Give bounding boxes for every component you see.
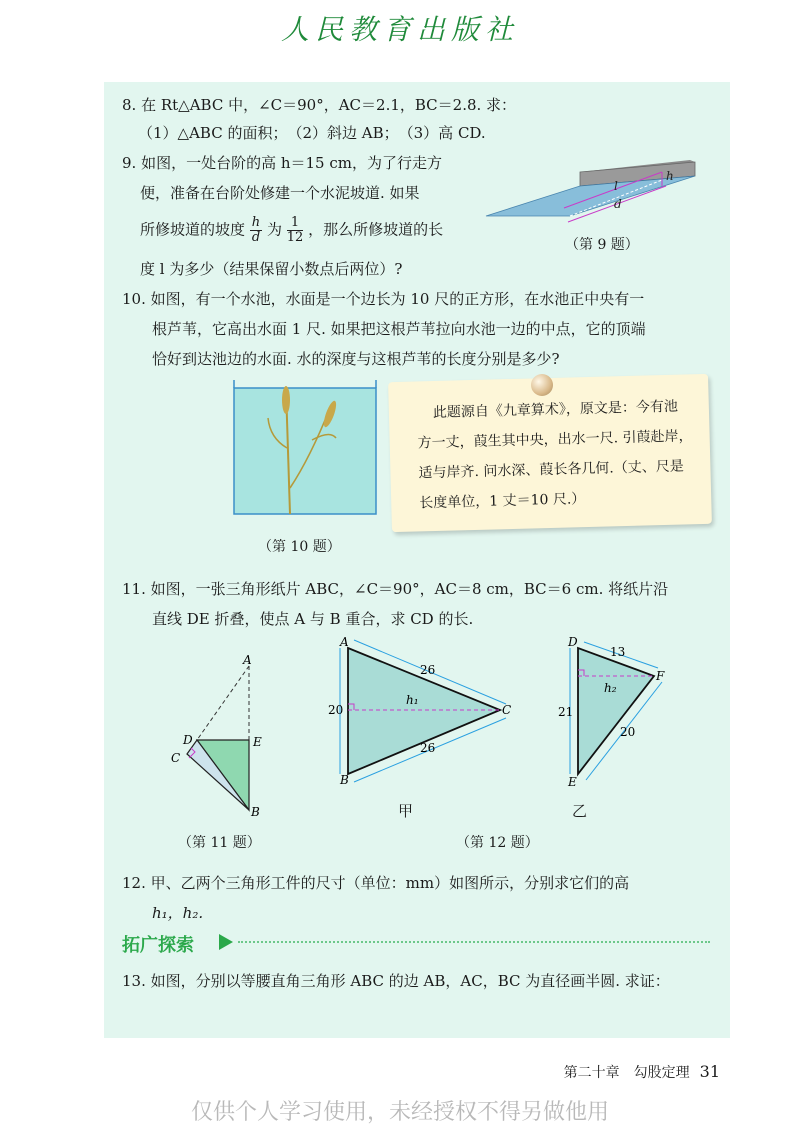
triangle-def	[578, 648, 654, 774]
q9-label-d: d	[614, 197, 622, 211]
yi-side-ef: 20	[620, 725, 636, 739]
q9-figure	[480, 150, 700, 230]
q11-label-C: C	[171, 751, 181, 765]
yi-side-de: 21	[558, 705, 574, 719]
yi-label-E: E	[568, 775, 577, 789]
yi-label-h2: h₂	[604, 681, 617, 695]
frac-num: 1	[287, 216, 304, 231]
jia-label-C: C	[502, 703, 512, 717]
q9-line3-c: ，那么所修坡道的长	[308, 220, 444, 239]
yi-label-D: D	[568, 635, 578, 649]
jia-side-ac: 26	[420, 663, 436, 677]
note-line-3: 适与岸齐. 问水深、葭长各几何.（丈、尺是	[418, 458, 684, 482]
jia-label-B: B	[340, 773, 349, 787]
q11-caption: （第 11 题）	[178, 835, 261, 851]
q9-label-l: l	[614, 179, 618, 193]
frac-num: h	[251, 215, 261, 230]
yi-label-F: F	[656, 669, 665, 683]
jia-label-h1: h₁	[406, 693, 419, 707]
q11-figure	[165, 650, 275, 820]
q9-line1: 9. 如图，一处台阶的高 h＝15 cm，为了行走方	[122, 154, 442, 172]
publisher-logo: 人民教育出版社	[280, 13, 519, 46]
q10-line3: 恰好到达池边的水面. 水的深度与这根芦苇的长度分别是多少?	[152, 350, 560, 368]
section-title: 拓广探索	[122, 935, 194, 956]
q11-label-D: D	[183, 733, 193, 747]
q11-line1: 11. 如图，一张三角形纸片 ABC，∠C＝90°，AC＝8 cm，BC＝6 cm. 将纸片沿	[122, 580, 669, 598]
page-number: 31	[699, 1062, 720, 1081]
note-line-1: 此题源自《九章算术》，原文是：今有池	[432, 398, 679, 422]
q9-caption: （第 9 题）	[565, 237, 639, 253]
q9-line2: 便，准备在台阶处修建一个水泥坡道. 如果	[140, 184, 420, 202]
q11-label-B: B	[251, 805, 260, 819]
q10-caption: （第 10 题）	[258, 539, 341, 555]
q12-line2: h₁，h₂.	[152, 904, 204, 922]
q9-fraction-slope	[287, 216, 304, 245]
note-line-4: 长度单位，1 丈＝10 尺.）	[419, 491, 586, 512]
pin-icon	[531, 374, 553, 396]
pond-water	[234, 388, 376, 514]
q9-fraction-h-d	[250, 216, 262, 245]
q10-pond-figure	[230, 378, 380, 518]
page-footer	[564, 1062, 720, 1082]
q12-figure-yi	[558, 635, 680, 789]
frac-den: 12	[286, 230, 304, 245]
q9-label-h: h	[666, 169, 674, 183]
jia-side-ab: 20	[328, 703, 344, 717]
chapter-title: 第二十章 勾股定理	[563, 1065, 690, 1081]
q12-figure-jia	[328, 635, 520, 788]
q8-line2: （1）△ABC 的面积； （2）斜边 AB； （3）高 CD.	[138, 124, 486, 142]
reed-head	[282, 386, 290, 414]
q9-line4: 度 l 为多少（结果保留小数点后两位）?	[140, 260, 403, 278]
q12-caption: （第 12 题）	[456, 835, 539, 851]
q9-line3-a: 所修坡道的坡度	[140, 220, 246, 239]
q10-line1: 10. 如图，有一个水池，水面是一个边长为 10 尺的正方形，在水池正中央有一	[122, 290, 645, 308]
q12-jia-title: 甲	[398, 802, 414, 820]
q8-line1: 8. 在 Rt△ABC 中，∠C＝90°，AC＝2.1，BC＝2.8. 求：	[122, 96, 517, 114]
yi-side-df: 13	[610, 645, 626, 659]
jia-label-A: A	[340, 635, 349, 649]
q13-line1: 13. 如图，分别以等腰直角三角形 ABC 的边 AB，AC，BC 为直径画半圆. 求证：	[122, 972, 670, 990]
section-divider	[238, 941, 710, 943]
q11-label-E: E	[253, 735, 262, 749]
q11-line2: 直线 DE 折叠，使点 A 与 B 重合，求 CD 的长.	[152, 610, 474, 628]
q10-line2: 根芦苇，它高出水面 1 尺. 如果把这根芦苇拉向水池一边的中点，它的顶端	[152, 320, 646, 338]
note-line-2: 方一丈，葭生其中央，出水一尺. 引葭赴岸，	[417, 428, 693, 452]
q12-yi-title: 乙	[572, 802, 588, 820]
jia-side-bc: 26	[420, 741, 436, 755]
q11-label-A: A	[243, 653, 252, 667]
q12-line1: 12. 甲、乙两个三角形工件的尺寸（单位：mm）如图所示，分别求它们的高	[122, 874, 630, 892]
history-note	[388, 374, 712, 532]
play-arrow-icon	[219, 934, 233, 950]
q9-line3-b: 为	[266, 220, 282, 239]
q9-line3	[140, 216, 443, 245]
frac-den: d	[251, 230, 261, 245]
watermark: 仅供个人学习使用，未经授权不得另做他用	[190, 1100, 609, 1125]
